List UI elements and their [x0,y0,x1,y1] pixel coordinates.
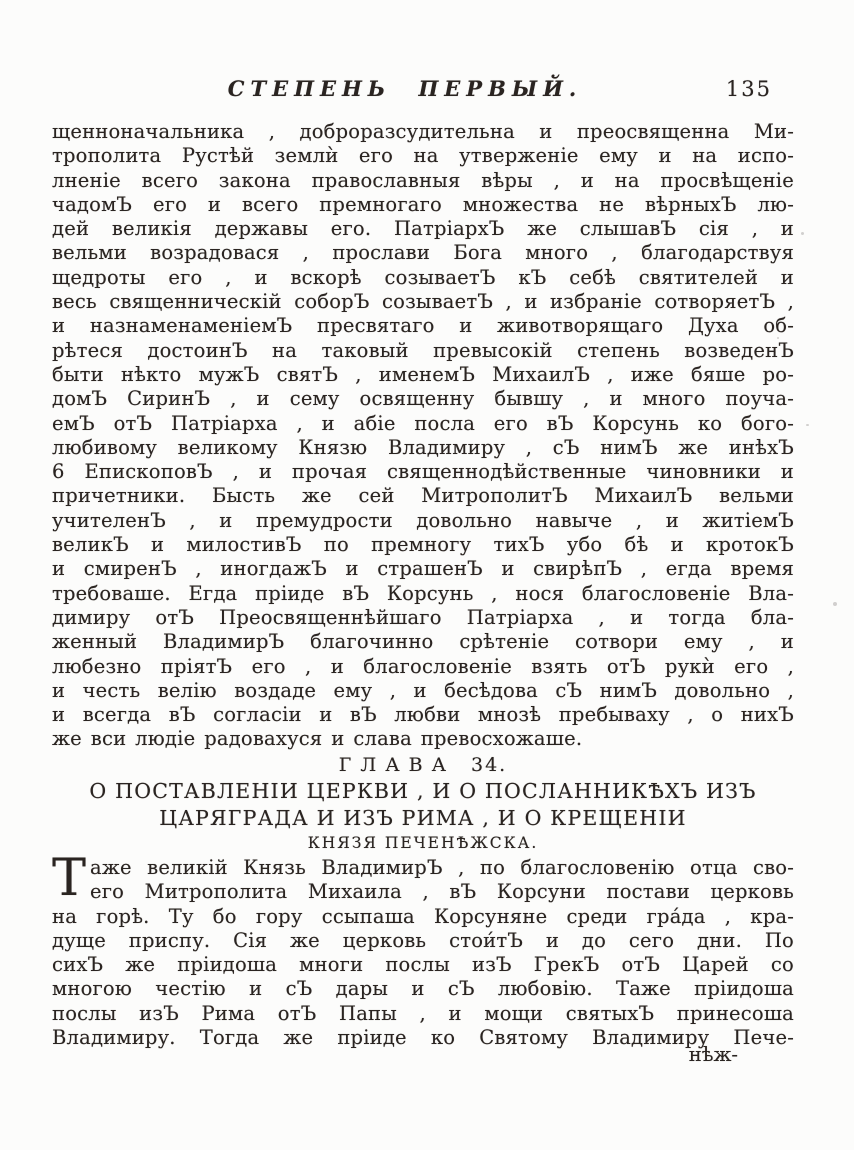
text-line: Владимиру. Тогда же пріиде ко Святому Владимиру Пече- [52,1026,794,1050]
text-line: димиру отЪ Преосвященнѣйшаго Патріарха , и тогда бла- [52,605,794,629]
text-line: любивому великому Князю Владимиру , сЪ нимЪ же инѣхЪ [52,435,794,459]
text-line: быти нѣкто мужЪ святЪ , именемЪ МихаилЪ , иже бяше ро- [52,362,794,386]
text-line: же вси людіе радовахуся и слава превосхожаше. [52,727,583,751]
paragraph-continued [52,120,794,752]
text-line: щедроты его , и вскорѣ созываетЪ кЪ себѣ святителей и [52,265,794,289]
chapter-title-line-1: О ПОСТАВЛЕНІИ ЦЕРКВИ , И О ПОСЛАННИКѢХЪ ИЗЪ [89,779,757,803]
text-line: дуще приспу. Сія же церковь стои́тЪ и до сего дни. По [52,928,794,952]
scan-speck [777,337,779,339]
paragraph-new-chapter [52,849,794,1050]
text-line: щенноначальника , доброразсудительна и преосвященна Ми- [52,120,794,143]
text-line: и честь велію воздаде ему , и бесѣдова сЪ нимЪ довольно , [52,678,794,702]
text-line: емЪ отЪ Патріарха , и абіе посла его вЪ Корсунь ко бого- [52,411,794,435]
text-line: домЪ СиринЪ , и сему освященну бывшу , и много поуча- [52,387,794,411]
page-title: СТЕПЕНЬ ПЕРВЫЙ. [227,76,583,101]
text-line: чадомЪ его и всего премногаго множества не вѣрныхЪ лю- [52,192,794,216]
text-line: аже великій Князь ВладимирЪ , по благословенію отца сво- [90,856,794,879]
page-number: 135 [725,77,772,101]
text-line: 6 ЕпископовЪ , и прочая священнодѣйственные чиновники и [52,460,794,484]
text-line: трополита Рустѣй землѝ его на утверженіе ему и на испо- [52,144,794,168]
drop-cap-initial: Т [52,849,87,908]
running-head [52,76,794,104]
scan-speck [833,602,837,606]
text-line: многою честію и сЪ дары и сЪ любовію. Таже пріидоша [52,977,794,1001]
text-line: учителенЪ , и премудрости довольно навыче , и житіемЪ [52,508,794,532]
text-line: лненіе всего закона православныя вѣры , и на просвѣщеніе [52,168,794,192]
text-line: на горѣ. Ту бо гору ссыпаша Корсуняне среди гра́да , кра- [52,904,794,928]
text-line: причетники. Бысть же сей МитрополитЪ МихаилЪ вельми [52,484,794,508]
text-line: вельми возрадовася , прослави Бога много , благодарствуя [52,241,794,265]
text-line: послы изЪ Рима отЪ Папы , и мощи святыхЪ принесоша [52,1001,794,1025]
text-line: весь священническій соборЪ созываетЪ , и избраніе сотворяетЪ , [52,290,794,314]
text-line: великЪ и милостивЪ по премногу тихЪ убо бѣ и кротокЪ [52,533,794,557]
text-line: и назнаменаменіемЪ пресвятаго и животворящаго Духа об- [52,314,794,338]
text-line: его Митрополита Михаила , вЪ Корсуни постави церковь [90,880,794,904]
text-line: сихЪ же пріидоша многи послы изЪ ГрекЪ отЪ Царей со [52,953,794,977]
chapter-label: ГЛАВА [338,754,455,776]
chapter-title-line-3: КНЯЗЯ ПЕЧЕНѢЖСКА. [307,834,539,852]
text-line: и всегда вЪ согласіи и вЪ любви мнозѣ пребываху , о нихЪ [52,703,794,727]
catchword-row [52,1043,794,1067]
text-line: любезно пріятЪ его , и благословеніе взять отЪ рукѝ его , [52,654,794,678]
chapter-title-line-2: ЦАРЯГРАДА И ИЗЪ РИМА , И О КРЕЩЕНІИ [159,806,687,830]
catchword: нѣж- [688,1043,738,1066]
text-line: женный ВладимирЪ благочинно срѣтеніе сотвори ему , и [52,630,794,654]
scan-speck [806,424,809,426]
chapter-number: 34. [470,754,508,776]
scan-speck [801,232,804,235]
text-line: требоваше. Егда пріиде вЪ Корсунь , нося благословеніе Вла- [52,581,794,605]
chapter-heading [52,752,794,854]
text-line: рѣтеся достоинЪ на таковый превысокій степень возведенЪ [52,338,794,362]
text-line: дей великія державы его. ПатріархЪ же слышавЪ сія , и [52,217,794,241]
text-line: и смиренЪ , иногдажЪ и страшенЪ и свирѣпЪ , егда время [52,557,794,581]
chapter-caption [52,752,794,778]
